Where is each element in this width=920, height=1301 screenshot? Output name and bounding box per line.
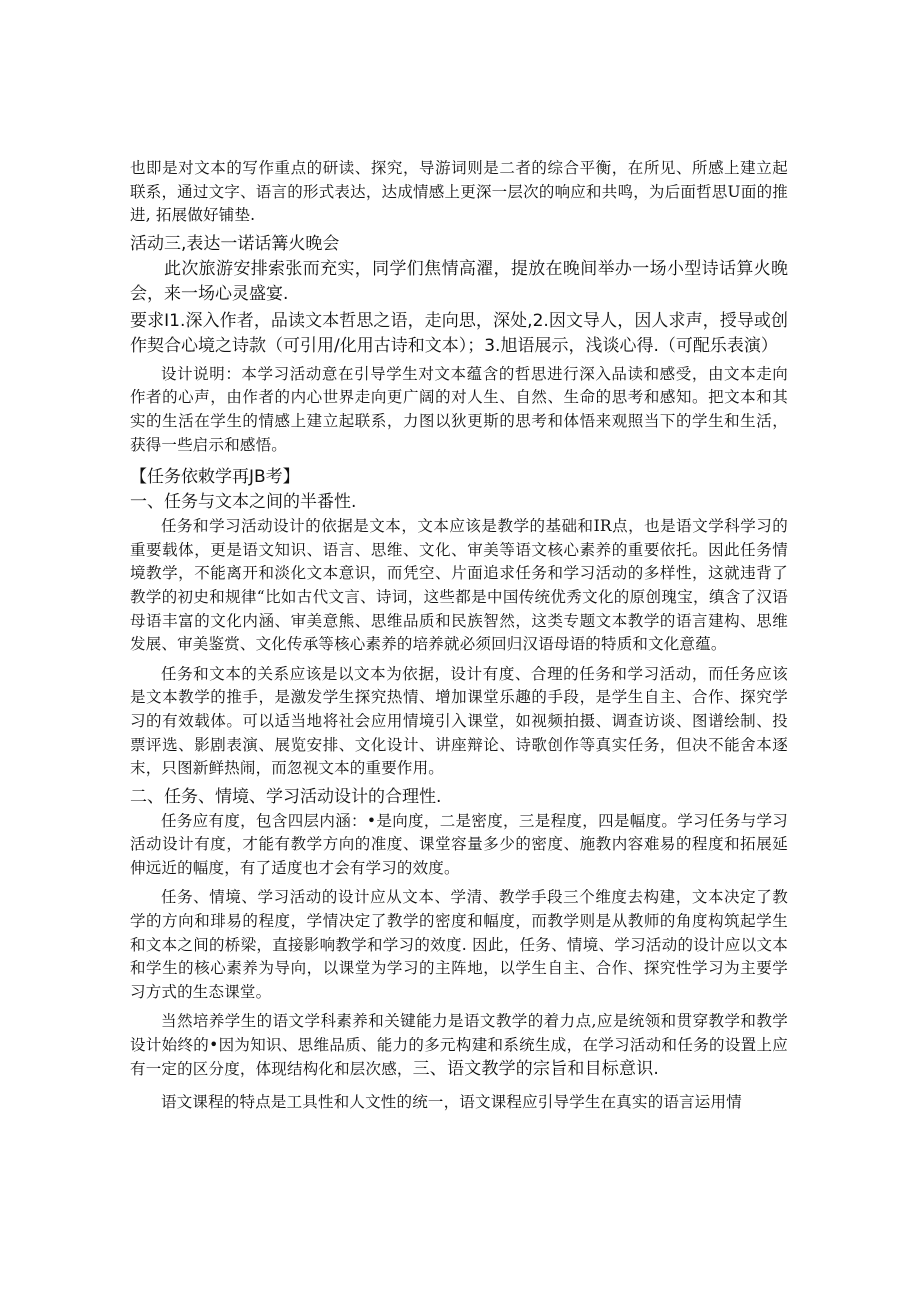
section-one-paragraph-1: 任务和学习活动设计的依据是文本，文本应该是教学的基础和IR点，也是语文学科学习的重要载体，更是语文知识、语言、思维、文化、审美等语文核心素养的重要依托。因此任务情境教学，不能离开和淡化文本意识，而凭空、片面追求任务和学习活动的多样性，这就违背了教学的初史和规律“比如古代文言、诗词，这些都是中国传统优秀文化的原创瑰宝，缜含了汉语母语丰富的文化内涵、审美意熊、思维品质和民族智然，这类专题文本教学的语言建构、思维发展、审美鉴赏、文化传承等核心素养的培养就必须回归汉语母语的特质和文化意蕴。 [130, 517, 788, 654]
section-three-paragraph-1: 语文课程的特点是工具性和人文性的统一，语文课程应引导学生在真实的语言运用情 [161, 1093, 742, 1112]
activity-requirements: 要求I1.深入作者，品读文本哲思之语，走向思，深处,2.因文导人，因人求声，授导或创作契合心境之诗款（可引用/化用古诗和文本）；3.旭语展示，浅谈心得.（可配乐表演） [130, 310, 788, 356]
paragraph-intro: 也即是对文本的写作重点的研读、探究，导游词则是二者的综合平衡，在所见、所感上建立起联系，通过文字、语言的形式表达，达成情感上更深一层次的响应和共鸣，为后面哲思U面的推进, 拓展做好铺垫. [130, 159, 788, 225]
section-two-paragraph-1: 任务应有度，包含四层内涵：•是向度，二是密度，三是程度，四是幅度。学习任务与学习活动设计有度，才能有教学方向的准度、课堂容量多少的密度、施教内容难易的程度和拓展延伸远近的幅度，有了适度也才会有学习的效度。 [130, 811, 788, 877]
section-two-paragraph-2: 任务、情境、学习活动的设计应从文本、学清、教学手段三个维度去构建，文本决定了教学的方向和琲易的程度，学情决定了教学的密度和幅度，而教学则是从教师的角度构筑起学生和文本之间的桥梁，直接影响教学和学习的效度. 因此，任务、情境、学习活动的设计应以文本和学生的核心素养为导向，以课堂为学习的主阵地，以学生自主、合作、探究性学习为主要学习方式的生态课堂。 [130, 888, 788, 1001]
section-three-title: 三、语文教学的宗旨和目标意识. [412, 1058, 660, 1079]
section-two-paragraph-3-text: 当然培养学生的语文学科素养和关键能力是语文教学的着力点,应是统领和贯穿教学和教学设计始终的•因为知识、思维品质、能力的多元构建和系统生成，在学习活动和任务的设置上应有一定的区分度，体现结构化和层次感， [130, 1012, 788, 1078]
section-bracket-heading: 【任务依敕学再JB考】 [130, 467, 300, 488]
activity-three-body: 此次旅游安排索张而充实，同学们焦情高濯，提放在晚间举办一场小型诗话算火晚会，来一场心灵盛宴. [130, 258, 788, 304]
section-one-paragraph-2: 任务和文本的关系应该是以文本为依据，设计有度、合理的任务和学习活动，而任务应该是文本教学的推手，是激发学生探究热情、增加课堂乐趣的手段，是学生自主、合作、探究学习的有效载体。可以适当地将社会应用情境引入课堂，如视频拍摄、调查访谈、图谱绘制、投票评选、影剧表演、展览安排、文化设计、讲座辩论、诗歌创作等真实任务，但决不能舍本逐末，只图新鲜热闹，而忽视文本的重要作用。 [130, 664, 788, 778]
section-one-title: 一、任务与文本之间的半番性. [130, 492, 357, 513]
document-page [130, 157, 788, 1115]
design-note: 设计说明：本学习活动意在引导学生对文本蕴含的哲思进行深入品读和感受，由文本走向作者的心声，由作者的内心世界走向更广阔的对人生、自然、生命的思考和感知。把文本和其实的生活在学生的情感上建立起联系，力图以狄更斯的思考和体悟来观照当下的学生和生活，获得一些启示和感悟。 [130, 364, 788, 454]
activity-three-title: 活动三,表达一诺话篝火晚会 [130, 233, 340, 254]
section-two-title: 二、任务、情境、学习活动设计的合理性. [130, 786, 442, 807]
section-two-paragraph-3 [130, 1010, 788, 1081]
